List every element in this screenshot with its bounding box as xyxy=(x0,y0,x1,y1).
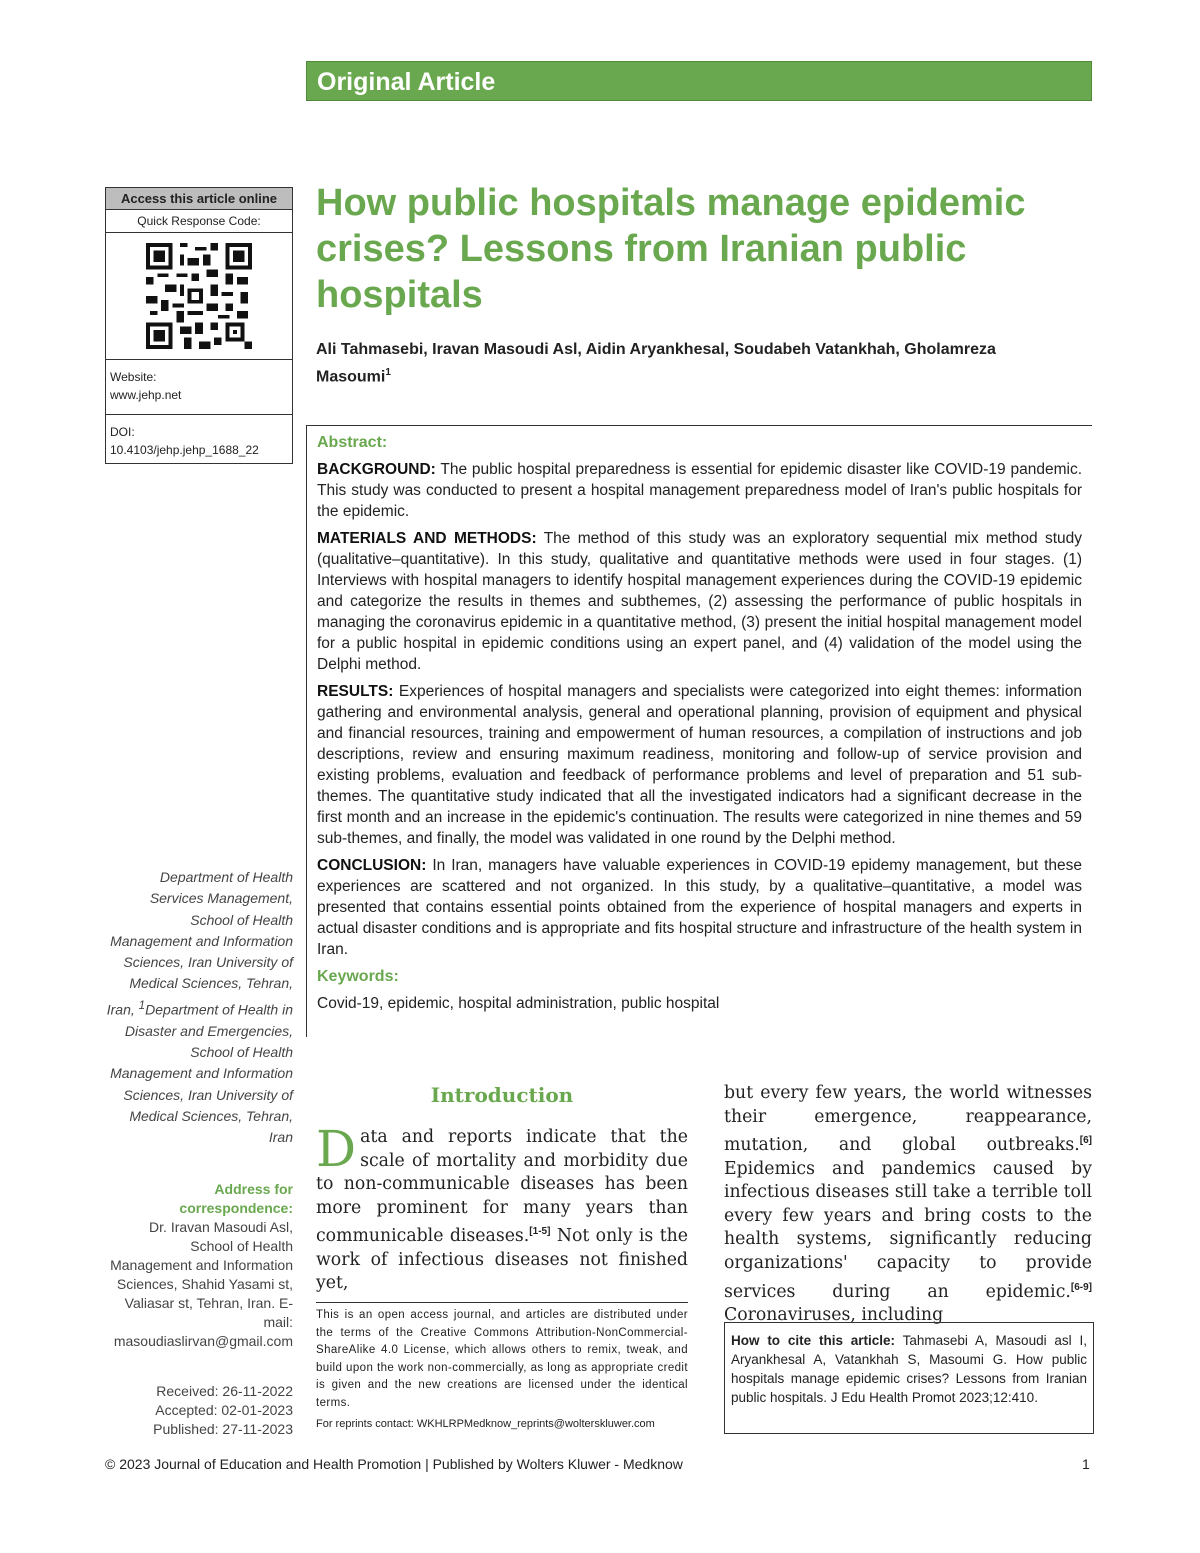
citation-text: Tahmasebi A, Masoudi asl I, Aryankhesal A, Vatankhah S, Masoumi G. How public hospitals manage epidemic crises? Lessons from Iranian public hospitals. J Edu Health Promot 2023;12:410. xyxy=(731,1333,1087,1405)
intro-text-1b: Not only is the work of infectious diseases not finished yet, xyxy=(316,1226,688,1294)
abstract-results xyxy=(317,681,1082,849)
article-type-label: Original Article xyxy=(317,68,496,96)
author-list xyxy=(316,338,1056,388)
citation-label: How to cite this article: xyxy=(731,1333,896,1348)
affiliation-sup: 1 xyxy=(138,998,146,1012)
dates-block xyxy=(105,1382,293,1439)
article-type-banner xyxy=(306,61,1092,101)
abstract-background xyxy=(317,459,1082,522)
published-date: Published: 27-11-2023 xyxy=(153,1421,293,1437)
correspondence-block xyxy=(105,1180,293,1351)
intro-text-1a: ata and reports indicate that the scale of mortality and morbidity due to non-communicable diseases has been more prominent for many years than communicable diseases. xyxy=(316,1127,688,1247)
doi-label: DOI: xyxy=(110,425,135,439)
intro-text-2c: Coronaviruses, including xyxy=(724,1304,944,1325)
affiliation-block xyxy=(105,867,293,1149)
access-heading: Access this article online xyxy=(106,188,292,210)
introduction-paragraph-2 xyxy=(724,1082,1092,1327)
qr-label: Quick Response Code: xyxy=(106,210,292,233)
introduction-heading: Introduction xyxy=(430,1083,574,1107)
correspondence-text: Dr. Iravan Masoudi Asl, School of Health Management and Information Sciences, Shahid Yasami st, Valiasar st, Tehran, Iran. E-mail: masoudiaslirvan@gmail.com xyxy=(110,1219,293,1349)
website-section xyxy=(106,360,292,415)
results-text: Experiences of hospital managers and specialists were categorized into eight themes: information gathering and environmental analysis, general and operational planning, provision of equipment and physical and financial resources, training and empowerment of human resources, a compilation of instructions and job descriptions, review and ensuring maximum readiness, monitoring and follow-up of service provision and existing problems, evaluation and feedback of performance problems and level of preparation and 51 sub-themes. The quantitative study indicated that all the investigated indicators had a significant decrease in the first month and an increase in the epidemic's continuation. The results were categorized in nine themes and 59 sub-themes, and finally, the model was validated in one round by the Delphi method. xyxy=(317,683,1082,847)
abstract-methods xyxy=(317,528,1082,675)
background-label: BACKGROUND: xyxy=(317,461,436,478)
methods-text: The method of this study was an exploratory sequential mix method study (qualitative–quantitative). In this study, qualitative and quantitative methods were used in four stages. (1) Interviews with hospital managers to identify hospital management experiences during the COVID-19 epidemic and categorize the results in themes and subthemes, (2) assessing the performance of public hospitals in managing the coronavirus epidemic in a quantitative method, (3) present the initial hospital management model for a public hospital in epidemic conditions using an expert panel, and (4) validation of the model using the Delphi method. xyxy=(317,530,1083,673)
intro-text-2b: Epidemics and pandemics caused by infectious diseases still take a terrible toll every few years and bring costs to the health systems, significantly reducing organizations' capacity to provide services during an epidemic. xyxy=(724,1158,1092,1302)
drop-cap: D xyxy=(316,1120,357,1178)
author-affiliation-sup: 1 xyxy=(385,367,391,378)
reprints-contact[interactable]: For reprints contact: WKHLRPMedknow_reprints@wolterskluwer.com xyxy=(316,1418,655,1430)
website-link[interactable]: www.jehp.net xyxy=(110,388,182,402)
abstract-box xyxy=(306,425,1092,1037)
abstract-heading: Abstract: xyxy=(317,434,388,451)
abstract-conclusion xyxy=(317,855,1082,960)
citation-box xyxy=(724,1322,1094,1434)
article-title: How public hospitals manage epidemic crises? Lessons from Iranian public hospitals xyxy=(316,182,1026,316)
reference-link[interactable]: [6] xyxy=(1079,1135,1092,1147)
background-text: The public hospital preparedness is essential for epidemic disaster like COVID-19 pandemic. This study was conducted to present a hospital management preparedness model of Iran's public hospitals for the epidemic. xyxy=(317,461,1083,520)
intro-text-2a: but every few years, the world witnesses their emergence, reappearance, mutation, and global outbreaks. xyxy=(724,1083,1092,1155)
license-notice xyxy=(316,1302,688,1434)
website-label: Website: xyxy=(110,370,157,384)
keywords-heading: Keywords: xyxy=(317,968,399,985)
correspondence-heading: Address for correspondence: xyxy=(179,1181,293,1216)
page-number: 1 xyxy=(1082,1456,1090,1472)
conclusion-label: CONCLUSION: xyxy=(317,857,427,874)
qr-code-container xyxy=(106,233,292,360)
authors-text: Ali Tahmasebi, Iravan Masoudi Asl, Aidin Aryankhesal, Soudabeh Vatankhah, Gholamreza Masoumi xyxy=(316,341,996,386)
doi-section xyxy=(106,415,292,463)
results-label: RESULTS: xyxy=(317,683,394,700)
license-text: This is an open access journal, and articles are distributed under the terms of the Creative Commons Attribution-NonCommercial-ShareAlike 4.0 License, which allows others to remix, tweak, and build upon the work non-commercially, as long as appropriate credit is given and the new creations are licensed under the identical terms. xyxy=(316,1309,688,1409)
keywords-text: Covid-19, epidemic, hospital administration, public hospital xyxy=(317,995,720,1012)
affiliation-text-2: Department of Health in Disaster and Emergencies, School of Health Management and Information Sciences, Iran University of Medical Sciences, Tehran, Iran xyxy=(110,1001,293,1146)
reference-link[interactable]: [1-5] xyxy=(529,1226,551,1238)
affiliation-text-1: Department of Health Services Management, School of Health Management and Information Sciences, Iran University of Medical Sciences, Tehran, Iran, xyxy=(106,869,293,1018)
introduction-paragraph-1 xyxy=(316,1120,688,1296)
methods-label: MATERIALS AND METHODS: xyxy=(317,530,537,547)
qr-code-icon[interactable] xyxy=(143,243,255,349)
received-date: Received: 26-11-2022 xyxy=(156,1383,293,1399)
page-footer: © 2023 Journal of Education and Health Promotion | Published by Wolters Kluwer - Medknow xyxy=(105,1456,683,1472)
access-online-box xyxy=(105,187,293,464)
doi-link[interactable]: 10.4103/jehp.jehp_1688_22 xyxy=(110,443,259,457)
reference-link[interactable]: [6-9] xyxy=(1070,1281,1092,1293)
conclusion-text: In Iran, managers have valuable experiences in COVID-19 epidemy management, but these experiences are scattered and not organized. In this study, by a qualitative–quantitative, a model was presented that contains essential points obtained from the experience of hospital managers and experts in actual disaster conditions and is appropriate and fits hospital structure and infrastructure of the health system in Iran. xyxy=(317,857,1082,958)
accepted-date: Accepted: 02-01-2023 xyxy=(155,1402,293,1418)
